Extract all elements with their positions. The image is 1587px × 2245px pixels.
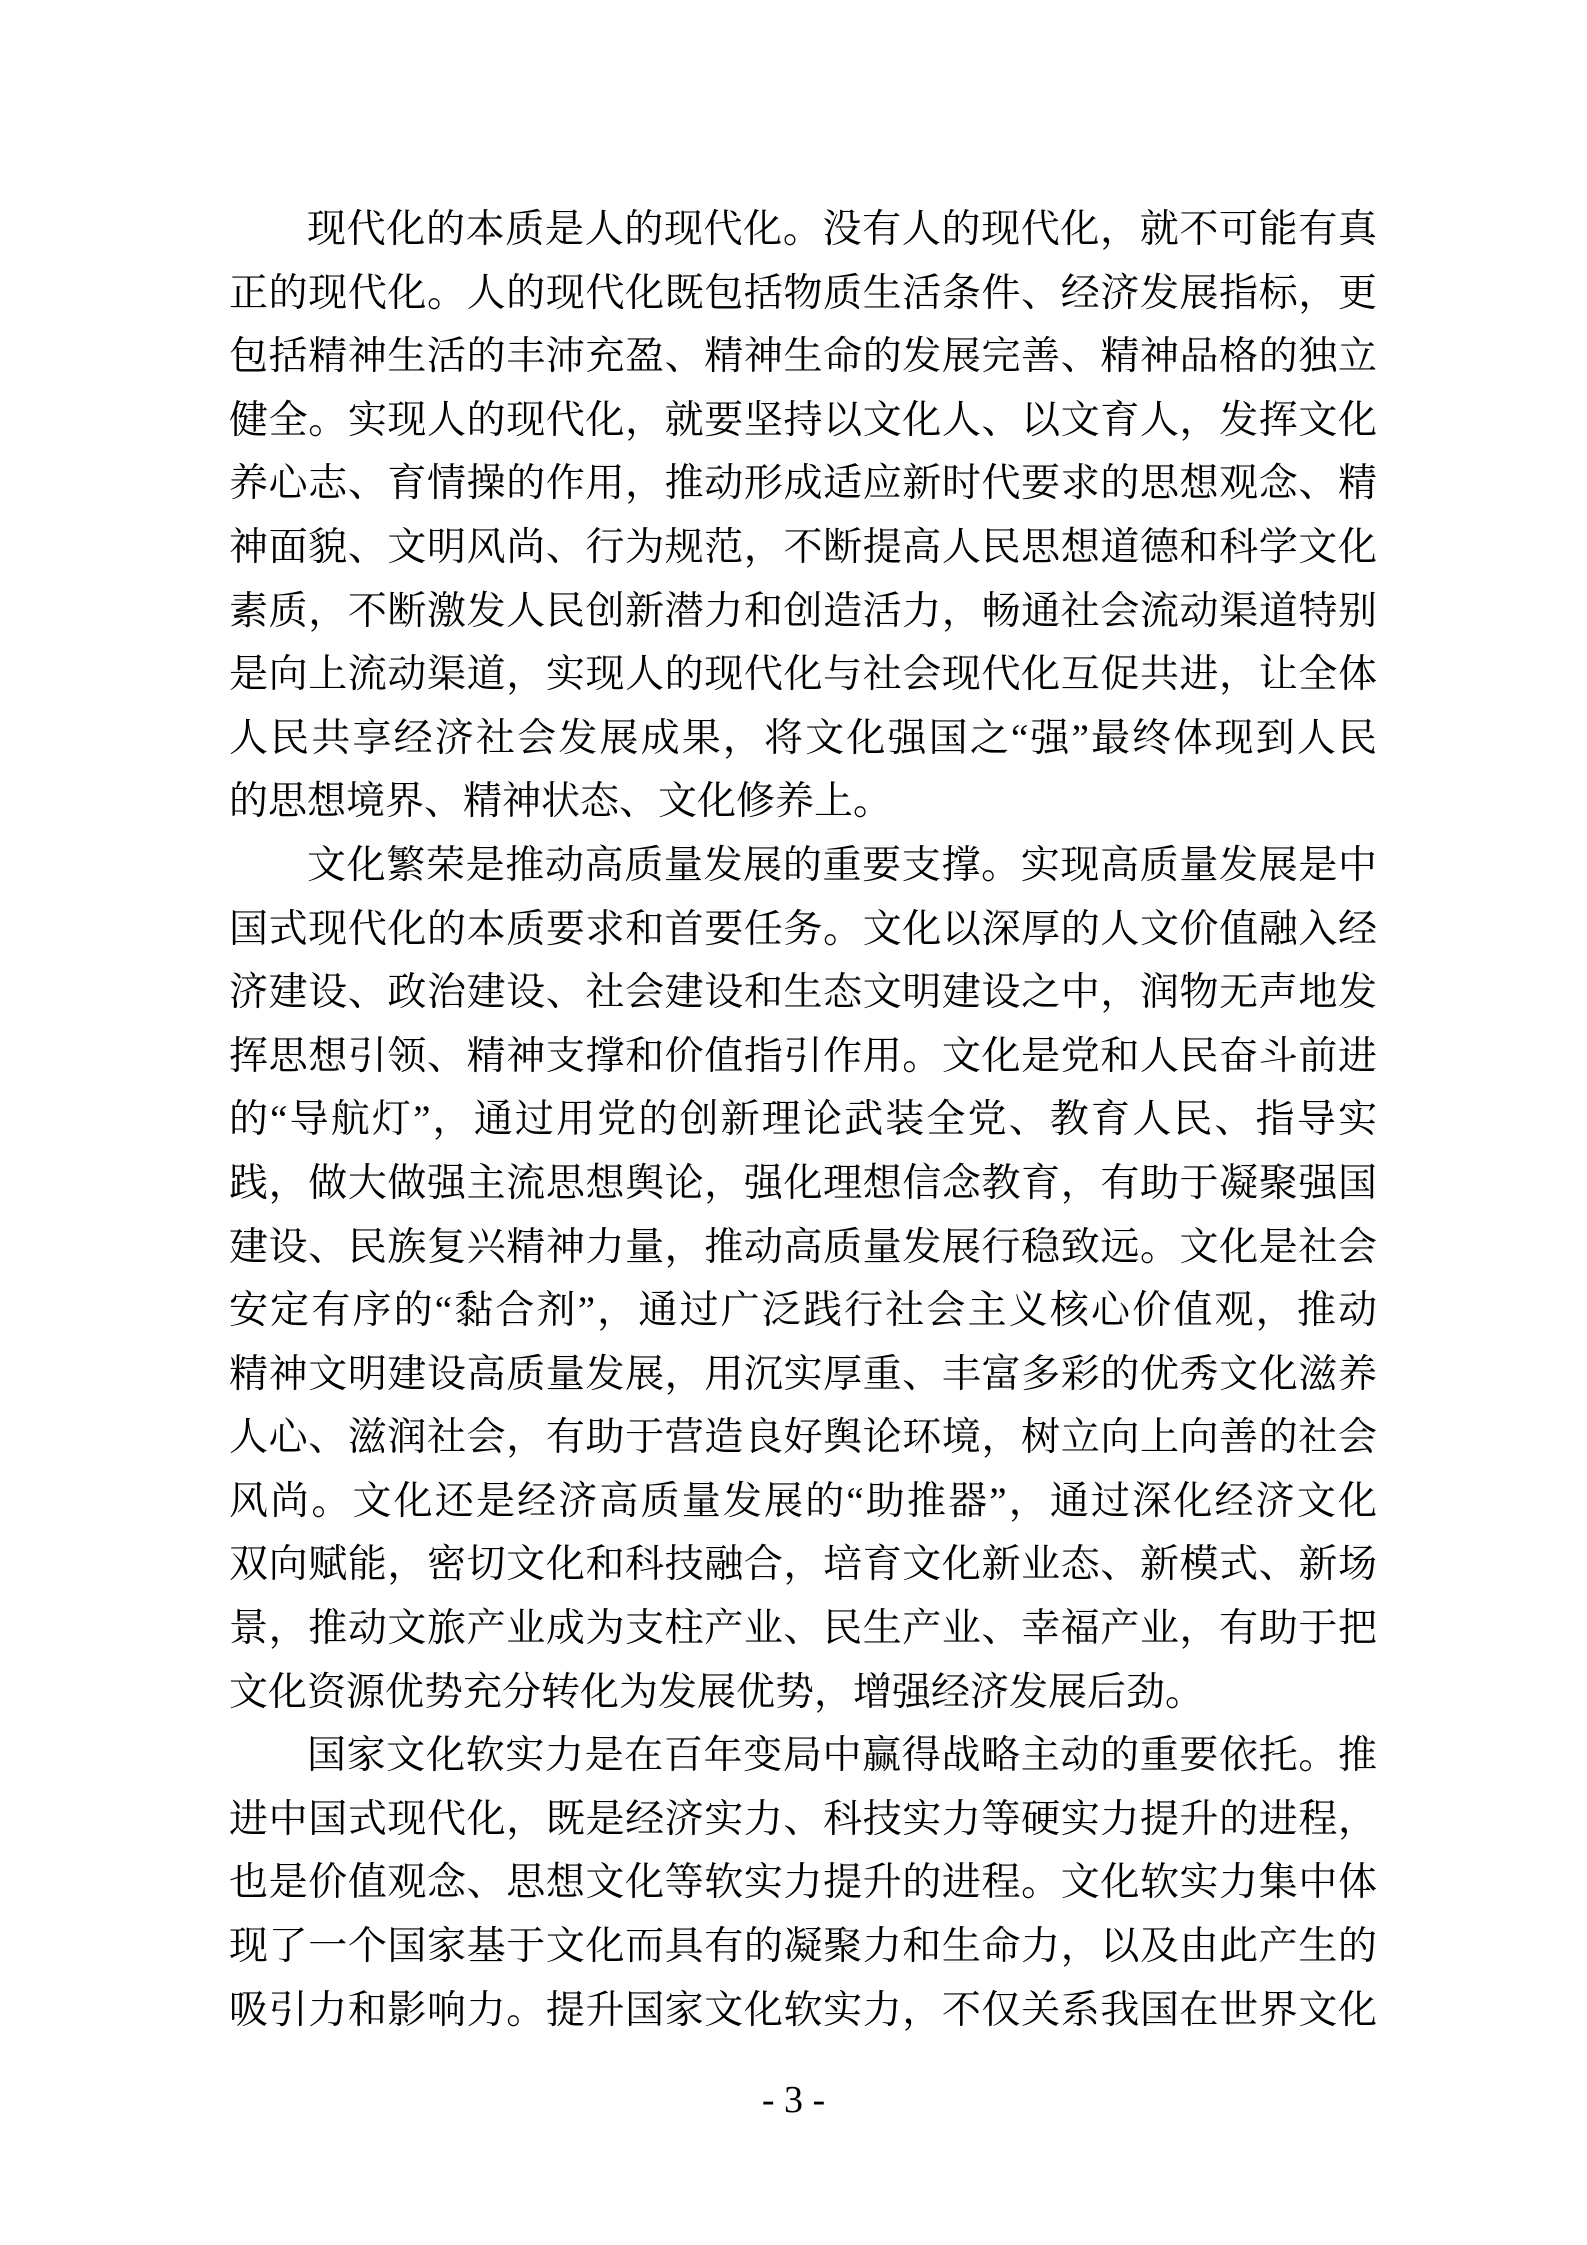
text-line: 是向上流动渠道，实现人的现代化与社会现代化互促共进，让全体 (229, 653, 1377, 697)
text-line: 包括精神生活的丰沛充盈、精神生命的发展完善、精神品格的独立 (229, 335, 1377, 379)
text-line: 挥思想引领、精神支撑和价值指引作用。文化是党和人民奋斗前进 (229, 1034, 1377, 1078)
page-number: - 3 - (761, 2079, 826, 2121)
text-line: 济建设、政治建设、社会建设和生态文明建设之中，润物无声地发 (229, 971, 1377, 1015)
text-line: 安定有序的“黏合剂”，通过广泛践行社会主义核心价值观，推动 (229, 1289, 1377, 1333)
text-line: 进中国式现代化，既是经济实力、科技实力等硬实力提升的进程， (229, 1797, 1377, 1841)
text-line: 现代化的本质是人的现代化。没有人的现代化，就不可能有真 (307, 208, 1377, 251)
text-line: 国式现代化的本质要求和首要任务。文化以深厚的人文价值融入经 (229, 907, 1377, 951)
text-line: 建设、民族复兴精神力量，推动高质量发展行稳致远。文化是社会 (229, 1225, 1377, 1269)
text-line: 的思想境界、精神状态、文化修养上。 (229, 780, 893, 824)
text-line: 人民共享经济社会发展成果，将文化强国之“强”最终体现到人民 (229, 716, 1377, 760)
text-line: 文化资源优势充分转化为发展优势，增强经济发展后劲。 (229, 1670, 1205, 1714)
text-line: 素质，不断激发人民创新潜力和创造活力，畅通社会流动渠道特别 (229, 589, 1377, 633)
text-line: 也是价值观念、思想文化等软实力提升的进程。文化软实力集中体 (229, 1861, 1377, 1905)
text-line: 人心、滋润社会，有助于营造良好舆论环境，树立向上向善的社会 (229, 1416, 1377, 1460)
text-line: 精神文明建设高质量发展，用沉实厚重、丰富多彩的优秀文化滋养 (229, 1352, 1377, 1396)
text-line: 国家文化软实力是在百年变局中赢得战略主动的重要依托。推 (307, 1734, 1377, 1778)
text-line: 正的现代化。人的现代化既包括物质生活条件、经济发展指标，更 (229, 271, 1377, 315)
paragraph (229, 198, 1377, 834)
text-line: 现了一个国家基于文化而具有的凝聚力和生命力，以及由此产生的 (229, 1925, 1377, 1969)
text-line: 健全。实现人的现代化，就要坚持以文化人、以文育人，发挥文化 (229, 398, 1377, 442)
text-line: 景，推动文旅产业成为支柱产业、民生产业、幸福产业，有助于把 (229, 1607, 1377, 1651)
text-line: 双向赋能，密切文化和科技融合，培育文化新业态、新模式、新场 (229, 1543, 1377, 1587)
text-line: 的“导航灯”，通过用党的创新理论武装全党、教育人民、指导实 (229, 1098, 1377, 1142)
text-line: 养心志、育情操的作用，推动形成适应新时代要求的思想观念、精 (229, 462, 1377, 506)
paragraph (229, 834, 1377, 1724)
text-line: 践，做大做强主流思想舆论，强化理想信念教育，有助于凝聚强国 (229, 1161, 1377, 1205)
text-line: 神面貌、文明风尚、行为规范，不断提高人民思想道德和科学文化 (229, 525, 1377, 569)
paragraph (229, 1724, 1377, 2042)
text-line: 文化繁荣是推动高质量发展的重要支撑。实现高质量发展是中 (307, 843, 1377, 887)
text-line: 吸引力和影响力。提升国家文化软实力，不仅关系我国在世界文化 (229, 1988, 1377, 2032)
text-block (229, 198, 1377, 2042)
text-line: 风尚。文化还是经济高质量发展的“助推器”，通过深化经济文化 (229, 1479, 1377, 1523)
